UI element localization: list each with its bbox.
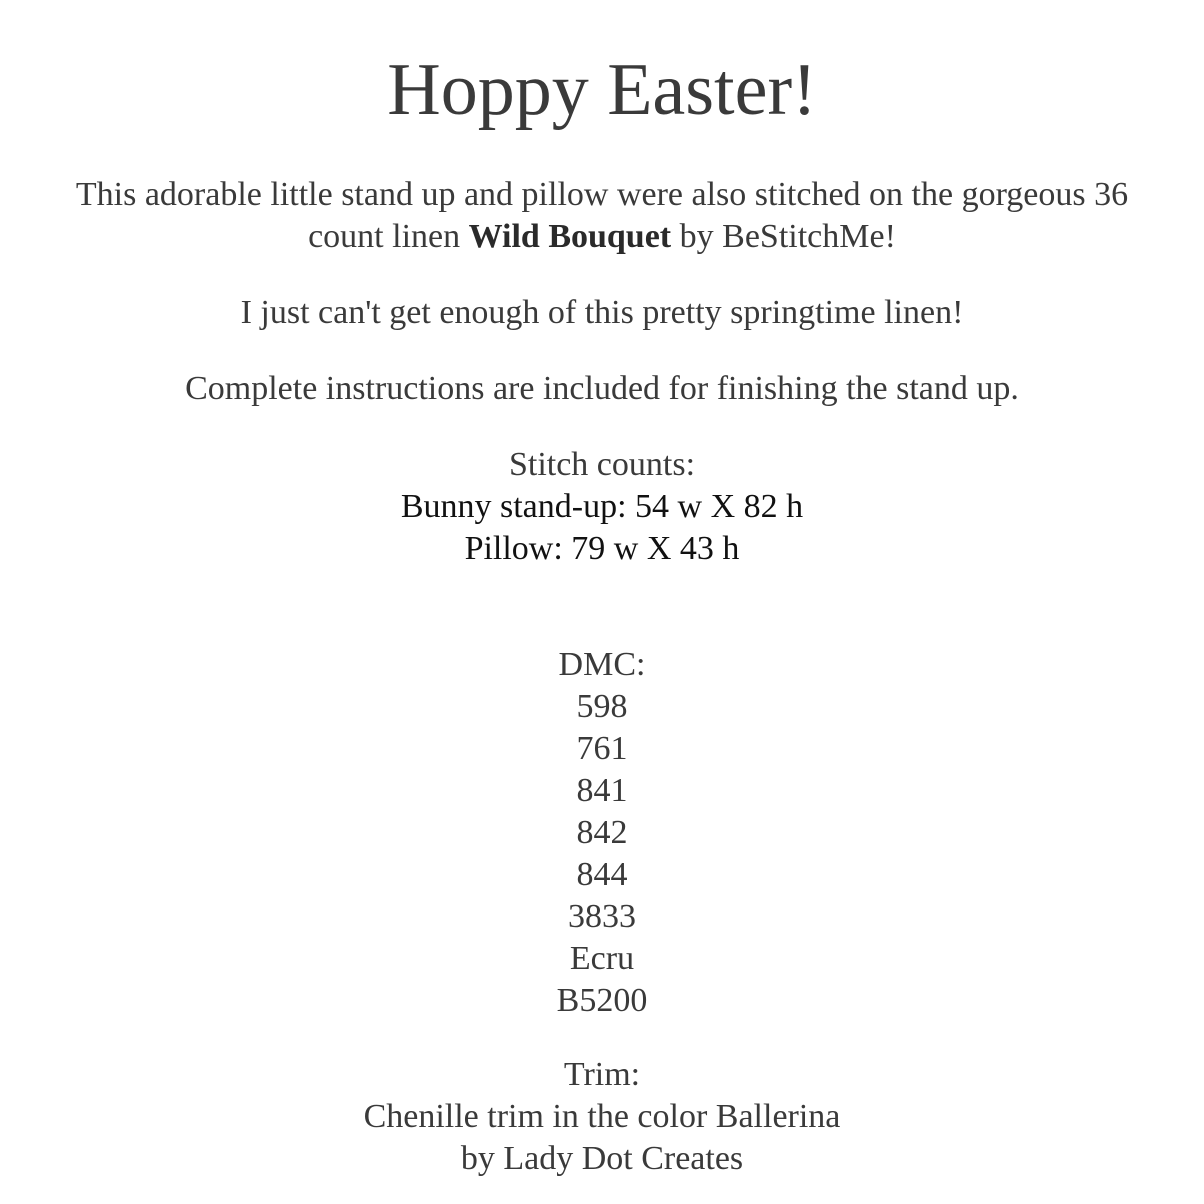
- trim-item: Chenille trim in the color Ballerina: [363, 1098, 841, 1135]
- intro-text-after: by BeStitchMe!: [671, 218, 896, 255]
- dmc-color-item: 761: [576, 730, 628, 767]
- stitch-count-item: Bunny stand-up: 54 w X 82 h: [400, 488, 804, 525]
- fabric-name: Wild Bouquet: [468, 218, 672, 255]
- trim-section: [0, 1054, 1204, 1180]
- stitch-counts-section: [0, 444, 1204, 570]
- page-title: Hoppy Easter!: [387, 49, 817, 131]
- dmc-color-item: 842: [576, 814, 628, 851]
- trim-item: by Lady Dot Creates: [460, 1140, 744, 1177]
- stitch-count-item: Pillow: 79 w X 43 h: [464, 530, 740, 567]
- spacer: [0, 570, 1204, 612]
- dmc-color-item: 844: [576, 856, 628, 893]
- intro-text-before: This adorable little stand up and pillow were also stitched on the gorgeous 36 count linen: [75, 176, 1129, 255]
- linen-comment: I just can't get enough of this pretty springtime linen!: [240, 294, 964, 331]
- stitch-counts-heading: Stitch counts:: [508, 446, 696, 483]
- trim-heading: Trim:: [563, 1056, 641, 1093]
- instructions-note: Complete instructions are included for finishing the stand up.: [185, 370, 1019, 407]
- dmc-color-item: 3833: [568, 898, 636, 935]
- spacer: [0, 612, 1204, 644]
- dmc-heading: DMC:: [558, 646, 646, 683]
- intro-paragraph: [0, 174, 1204, 258]
- dmc-color-item: B5200: [556, 982, 648, 1019]
- dmc-color-item: 841: [576, 772, 628, 809]
- spacer: [0, 1022, 1204, 1054]
- dmc-color-item: 598: [576, 688, 628, 725]
- dmc-section: [0, 644, 1204, 1022]
- dmc-color-item: Ecru: [569, 940, 635, 977]
